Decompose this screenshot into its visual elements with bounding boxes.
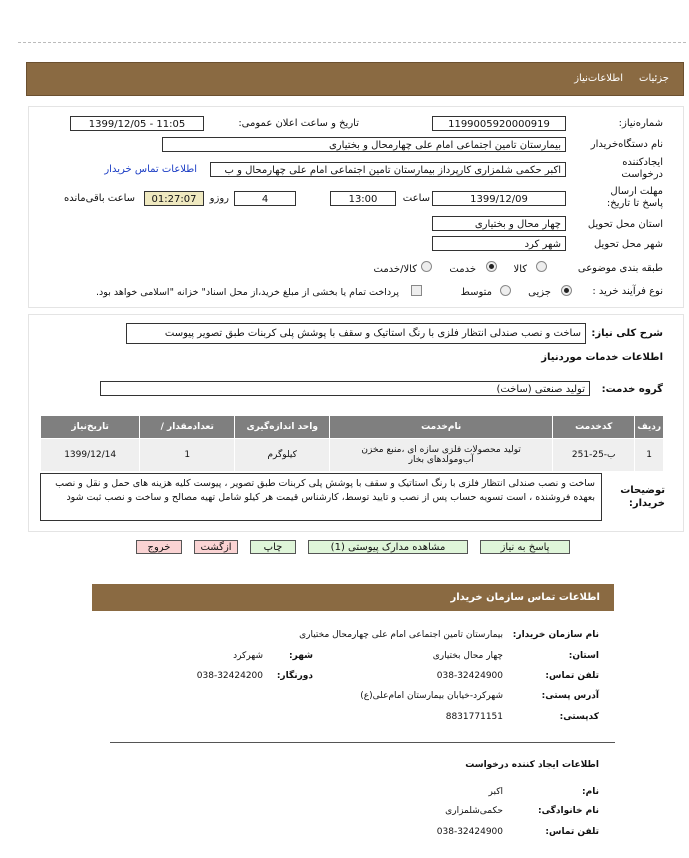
deadline-time-field: 13:00 — [330, 191, 396, 206]
col-need-date: تاریخ‌نیاز — [41, 416, 140, 439]
exit-button[interactable]: خروج — [136, 540, 182, 554]
services-title: اطلاعات خدمات موردنیاز — [541, 352, 663, 363]
remaining-time-field: 01:27:07 — [144, 191, 204, 206]
treasury-payment-checkbox[interactable] — [411, 285, 422, 296]
postal-label: کدپستی: — [559, 712, 599, 722]
deadline-date-field: 1399/12/09 — [432, 191, 566, 206]
col-unit: واحد اندازه‌گیری — [235, 416, 330, 439]
first-name-label: نام: — [582, 787, 599, 797]
table-header-row — [41, 416, 664, 439]
need-number-label: شماره‌نیاز: — [618, 118, 663, 129]
buyer-field: بیمارستان تامین اجتماعی امام علی چهارمحال و بختیاری — [162, 137, 566, 152]
cell-service-name: تولید محصولات فلزی سازه ای ،منبع مخزن آب‌ومولدهای بخار — [330, 439, 553, 472]
services-table — [40, 415, 664, 472]
city-contact-label: شهر: — [289, 651, 313, 661]
cell-unit: کیلوگرم — [235, 439, 330, 472]
process-small-radio[interactable] — [561, 285, 572, 296]
cell-service-code: ب-25-251 — [553, 439, 635, 472]
creator-label: ایجادکننده درخواست — [621, 157, 663, 180]
treasury-payment-note: پرداخت تمام یا بخشی از مبلغ خرید،از محل اسناد" خزانه "اسلامی خواهد بود. — [96, 287, 399, 298]
category-label: طبقه بندی موضوعی — [577, 263, 663, 274]
announce-field: 1399/12/05 - 11:05 — [70, 116, 204, 131]
days-label: روزو — [209, 193, 229, 204]
category-goods-label: کالا — [513, 264, 527, 275]
province-contact-value: چهار محال بختیاری — [432, 651, 503, 661]
service-group-label: گروه خدمت: — [601, 384, 663, 395]
col-quantity: تعدادمقدار / — [140, 416, 235, 439]
city-label: شهر محل تحویل — [593, 239, 663, 250]
contact-header — [92, 584, 614, 611]
creator-phone-value: 038-32424900 — [436, 827, 503, 837]
deadline-label: مهلت ارسال پاسخ تا تاریخ: — [606, 186, 663, 209]
col-service-name: نام‌خدمت — [330, 416, 553, 439]
service-group-field: تولید صنعتی (ساخت) — [100, 381, 590, 396]
city-field: شهر کرد — [432, 236, 566, 251]
last-name-value: حکمی‌شلمزاری — [445, 806, 503, 816]
announce-label: تاریخ و ساعت اعلان عمومی: — [238, 118, 359, 129]
reply-button[interactable]: پاسخ به نیاز — [480, 540, 570, 554]
org-value: بیمارستان تامین اجتماعی امام علی چهارمحال مختیاری — [299, 630, 503, 640]
category-service-radio[interactable] — [486, 261, 497, 272]
cell-quantity: 1 — [140, 439, 235, 472]
days-field: 4 — [234, 191, 296, 206]
summary-field: ساخت و نصب صندلی انتظار فلزی با رنگ استاتیک و سقف با پوشش پلی کربنات طبق تصویر پیوست — [126, 323, 586, 344]
city-contact-value: شهرکرد — [233, 651, 263, 661]
buyer-label: نام دستگاه‌خریدار — [590, 139, 663, 150]
contact-divider — [110, 742, 615, 743]
phone-value: 038-32424900 — [436, 671, 503, 681]
process-small-label: جزیی — [528, 287, 551, 298]
fax-label: دورنگار: — [276, 671, 313, 681]
category-both-radio[interactable] — [421, 261, 432, 272]
fax-value: 038-32424200 — [196, 671, 263, 681]
buyer-contact-link[interactable]: اطلاعات تماس خریدار — [104, 164, 197, 175]
phone-label: تلفن تماس: — [545, 671, 599, 681]
tab-details[interactable]: جزئیات — [639, 73, 669, 84]
need-number-field: 1199005920000919 — [432, 116, 566, 131]
table-row — [41, 439, 664, 472]
province-contact-label: استان: — [568, 651, 599, 661]
last-name-label: نام خانوادگی: — [537, 806, 599, 816]
tab-header — [26, 62, 684, 96]
contact-title: اطلاعات تماس سازمان خریدار — [450, 592, 600, 603]
buyer-notes-field: ساخت و نصب صندلی انتظار فلزی با رنگ استاتیک و سقف با پوشش پلی کربنات طبق تصویر ، پیوست کلیه هزینه های حمل و نقل و نصب بعهده فروشنده ، است تسویه حساب پس از نصب و تایید توسط، کارشناس قیمت هر کیلو شامل تهیه مصالح و ساخت و نصب ثبت شود — [40, 473, 602, 521]
process-medium-label: متوسط — [460, 287, 492, 298]
category-both-label: کالا/خدمت — [373, 264, 417, 275]
col-service-code: کدخدمت — [553, 416, 635, 439]
col-row: ردیف — [635, 416, 664, 439]
process-medium-radio[interactable] — [500, 285, 511, 296]
postal-value: 8831771151 — [445, 712, 503, 722]
deadline-time-label: ساعت — [402, 193, 430, 204]
summary-label: شرح کلی نیاز: — [591, 328, 663, 339]
creator-field: اکبر حکمی شلمزاری کارپرداز بیمارستان تامین اجتماعی امام علی چهارمحال و ب — [210, 162, 566, 177]
first-name-value: اکبر — [488, 787, 503, 797]
tab-need-info[interactable]: اطلاعات‌نیاز — [574, 73, 623, 84]
view-documents-button[interactable]: مشاهده مدارک پیوستی (1) — [308, 540, 468, 554]
buyer-notes-label: توضیحات خریدار: — [620, 485, 665, 509]
cell-row: 1 — [635, 439, 664, 472]
category-service-label: خدمت — [449, 264, 476, 275]
creator-info-title: اطلاعات ایجاد کننده درخواست — [465, 760, 599, 770]
top-divider — [18, 42, 686, 43]
address-label: آدرس پستی: — [541, 691, 599, 701]
process-label: نوع فرآیند خرید : — [592, 286, 663, 297]
back-button[interactable]: ازگشت — [194, 540, 238, 554]
province-field: چهار محال و بختیاری — [432, 216, 566, 231]
org-label: نام سازمان خریدار: — [512, 630, 599, 640]
category-goods-radio[interactable] — [536, 261, 547, 272]
cell-need-date: 1399/12/14 — [41, 439, 140, 472]
print-button[interactable]: چاپ — [250, 540, 296, 554]
address-value: شهرکرد-خیابان بیمارستان امام‌علی(ع) — [360, 691, 503, 701]
province-label: استان محل تحویل — [587, 219, 663, 230]
creator-phone-label: تلفن تماس: — [545, 827, 599, 837]
remaining-label: ساعت باقی‌مانده — [63, 193, 135, 204]
